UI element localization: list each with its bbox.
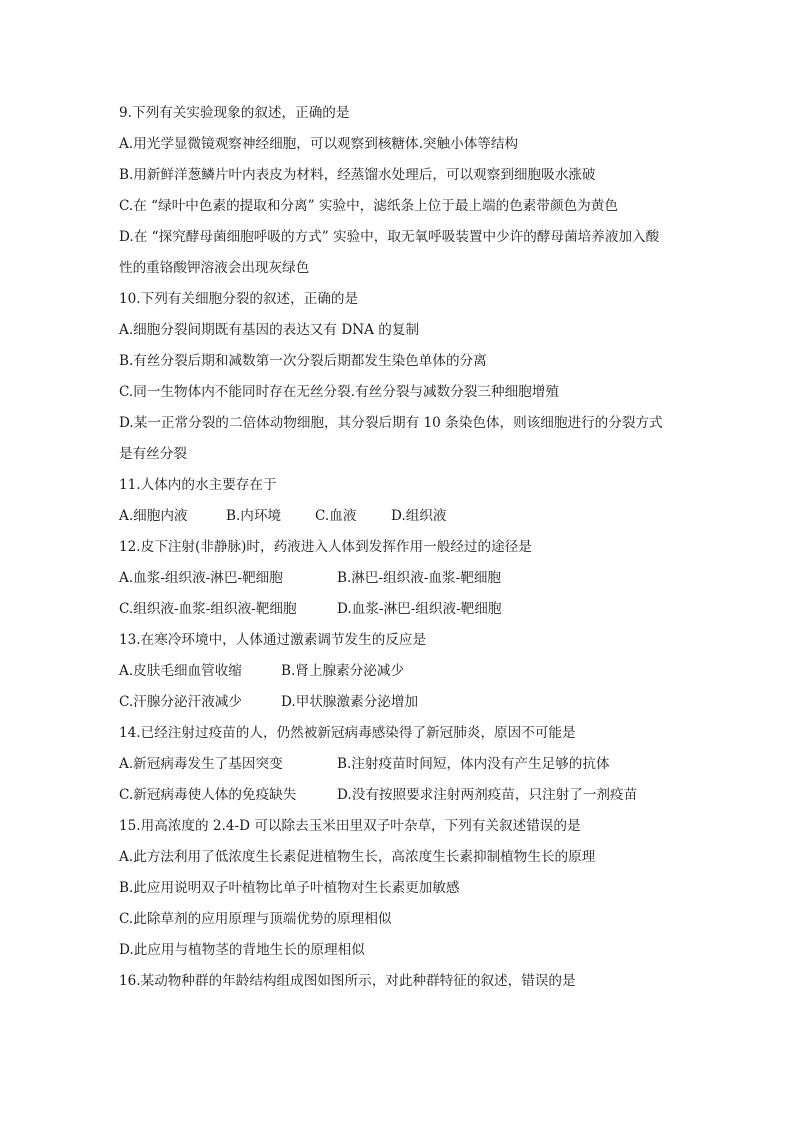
q11-option-b: B.内环境 xyxy=(226,508,282,524)
q9-option-d-line2: 性的重铬酸钾溶液会出现灰绿色 xyxy=(119,260,310,276)
q11-option-a: A.细胞内液 xyxy=(119,508,188,524)
q14-options-row1 xyxy=(119,749,679,780)
q12-options-row2 xyxy=(119,594,679,625)
q11-option-d: D.组织液 xyxy=(391,508,447,524)
q9-stem: 9.下列有关实验现象的叙述，正确的是 xyxy=(119,105,350,121)
q10-option-c: C.同一生物体内不能同时存在无丝分裂.有丝分裂与减数分裂三种细胞增殖 xyxy=(119,384,559,400)
q10-option-a: A.细胞分裂间期既有基因的表达又有 DNA 的复制 xyxy=(119,322,420,338)
q12-stem: 12.皮下注射(非静脉)时，药液进入人体到发挥作用一般经过的途径是 xyxy=(119,539,532,555)
q14-options-row2 xyxy=(119,780,679,811)
q14-option-b: B.注射疫苗时间短，体内没有产生足够的抗体 xyxy=(337,756,610,772)
q10-stem: 10.下列有关细胞分裂的叙述，正确的是 xyxy=(119,291,359,307)
q12-option-c: C.组织液-血浆-组织液-靶细胞 xyxy=(119,601,297,617)
exam-page xyxy=(119,98,679,997)
q12-option-d: D.血浆-淋巴-组织液-靶细胞 xyxy=(337,601,502,617)
q10-option-b: B.有丝分裂后期和减数第一次分裂后期都发生染色单体的分离 xyxy=(119,353,487,369)
q11-stem: 11.人体内的水主要存在于 xyxy=(119,477,277,493)
q13-options-row1 xyxy=(119,656,679,687)
q15-option-d: D.此应用与植物茎的背地生长的原理相似 xyxy=(119,942,365,958)
q14-option-a: A.新冠病毒发生了基因突变 xyxy=(119,756,283,772)
q12-option-a: A.血浆-组织液-淋巴-靶细胞 xyxy=(119,570,283,586)
q14-stem: 14.已经注射过疫苗的人，仍然被新冠病毒感染得了新冠肺炎，原因不可能是 xyxy=(119,725,576,741)
q15-option-a: A.此方法利用了低浓度生长素促进植物生长，高浓度生长素抑制植物生长的原理 xyxy=(119,849,596,865)
q14-option-d: D.没有按照要求注射两剂疫苗，只注射了一剂疫苗 xyxy=(337,787,638,803)
q13-option-a: A.皮肤毛细血管收缩 xyxy=(119,663,242,679)
q13-option-c: C.汗腺分泌汗液减少 xyxy=(119,694,242,710)
q12-option-b: B.淋巴-组织液-血浆-靶细胞 xyxy=(337,570,502,586)
q13-option-d: D.甲状腺激素分泌增加 xyxy=(281,694,419,710)
q9-option-c: C.在 “绿叶中色素的提取和分离” 实验中，滤纸条上位于最上端的色素带颜色为黄色 xyxy=(119,198,618,214)
q13-option-b: B.肾上腺素分泌减少 xyxy=(281,663,405,679)
q13-stem: 13.在寒冷环境中，人体通过激素调节发生的反应是 xyxy=(119,632,427,648)
q10-option-d-line1: D.某一正常分裂的二倍体动物细胞，其分裂后期有 10 条染色体，则该细胞进行的分裂方式 xyxy=(119,415,663,431)
q13-options-row2 xyxy=(119,687,679,718)
q15-option-c: C.此除草剂的应用原理与顶端优势的原理相似 xyxy=(119,911,392,927)
q10-option-d-line2: 是有丝分裂 xyxy=(119,446,187,462)
q14-option-c: C.新冠病毒使人体的免疫缺失 xyxy=(119,787,297,803)
q9-option-b: B.用新鲜洋葱鳞片叶内表皮为材料，经蒸馏水处理后，可以观察到细胞吸水涨破 xyxy=(119,167,596,183)
q11-option-c: C.血液 xyxy=(315,508,357,524)
q12-options-row1 xyxy=(119,563,679,594)
q9-option-a: A.用光学显微镜观察神经细胞，可以观察到核糖体.突触小体等结构 xyxy=(119,136,519,152)
q15-stem: 15.用高浓度的 2.4-D 可以除去玉米田里双子叶杂草，下列有关叙述错误的是 xyxy=(119,818,581,834)
q15-option-b: B.此应用说明双子叶植物比单子叶植物对生长素更加敏感 xyxy=(119,880,460,896)
q11-options xyxy=(119,501,679,532)
q16-stem: 16.某动物种群的年龄结构组成图如图所示，对此种群特征的叙述，错误的是 xyxy=(119,973,576,989)
q9-option-d-line1: D.在 “探究酵母菌细胞呼吸的方式” 实验中，取无氧呼吸装置中少许的酵母菌培养液加入酸 xyxy=(119,229,660,245)
